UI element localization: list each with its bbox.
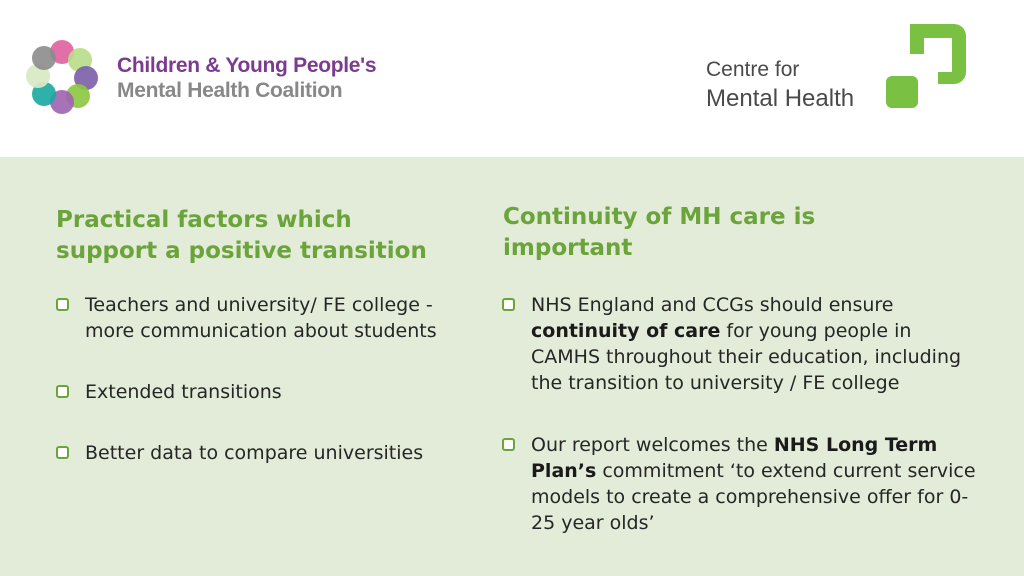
green-p-icon [882,20,970,112]
bullet-text-bold: NHS Long Term Plan’s [531,434,938,482]
bullet-text-post: commitment ‘to extend current service models to create a comprehensive offer for 0-25 year olds’ [531,460,976,534]
centre-for-mental-health-logo[interactable] [700,20,980,120]
bullet-text-post: for young people in CAMHS throughout their education, including the transition to university / FE college [531,320,962,394]
list-item [502,432,982,536]
right-bullet-list [502,292,982,536]
bullet-square-icon [502,438,515,451]
bullet-text-bold: continuity of care [531,320,721,342]
list-item [502,292,982,396]
bullet-square-icon [502,298,515,311]
bullet-square-icon [56,385,69,398]
bullet-text-pre: Our report welcomes the [531,434,774,456]
header-band [0,0,1024,157]
list-item [56,440,456,466]
cypmhc-logo[interactable] [22,38,402,118]
list-item [56,292,456,344]
left-heading: Practical factors which support a positive transition [56,207,427,264]
left-bullet-list [56,292,456,466]
bullet-square-icon [56,446,69,459]
logo-right-line2: Mental Health [706,85,855,112]
logo-right-line1: Centre for [706,58,800,81]
bullet-text: Teachers and university/ FE college - more communication about students [85,294,437,342]
bullet-text: Better data to compare universities [85,442,424,464]
right-heading: Continuity of MH care is important [503,204,816,261]
list-item [56,379,456,405]
logo-left-line1: Children & Young People's [117,54,377,77]
logo-left-line2: Mental Health Coalition [117,79,343,102]
bullet-text-pre: NHS England and CCGs should ensure [531,294,894,316]
bullet-text: Extended transitions [85,381,282,403]
bullet-square-icon [56,298,69,311]
flower-icon [22,38,102,118]
